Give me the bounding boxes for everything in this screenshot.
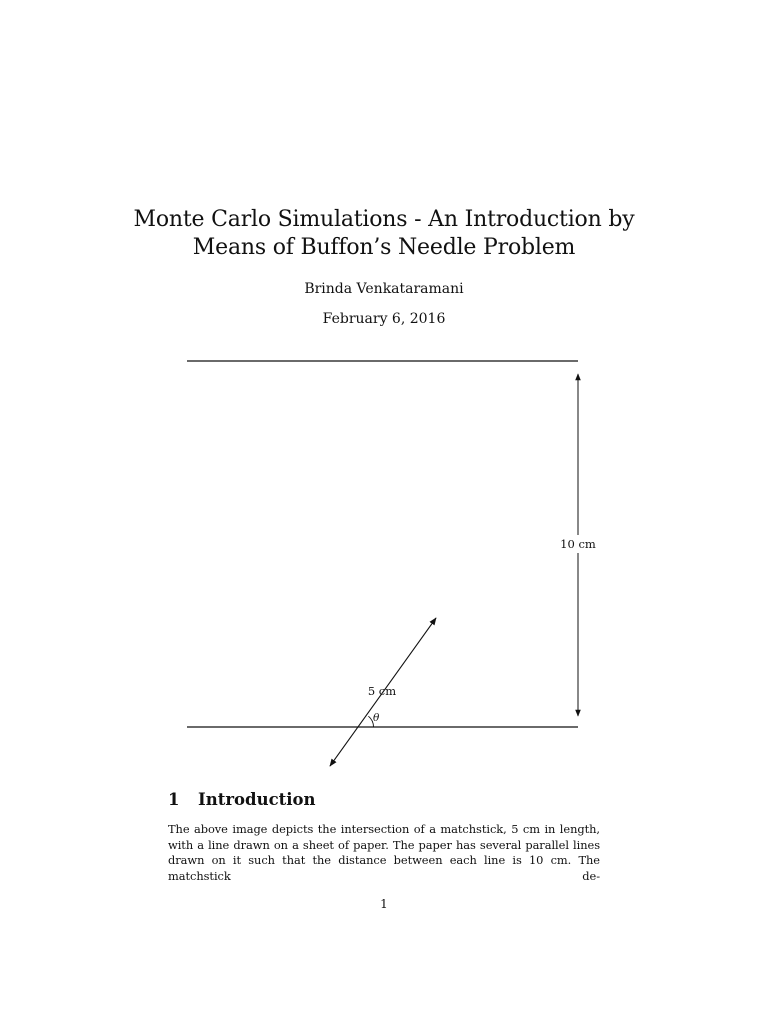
- paper-title-line-2: Means of Buffon’s Needle Problem: [192, 235, 576, 260]
- section-body-text: The above image depicts the intersection of a matchstick, 5 cm in length, with a line drawn on a sheet of paper. The paper has several parallel lines drawn on it such that the distance between each line is 10 cm. The matchstick de-: [168, 822, 600, 883]
- section-title: Introduction: [198, 790, 316, 809]
- page-number: 1: [380, 897, 388, 911]
- paper-title-line-1: Monte Carlo Simulations - An Introduction by: [133, 207, 635, 232]
- angle-label: θ: [373, 712, 380, 724]
- section-number: 1: [168, 790, 180, 809]
- author-name: Brinda Venkataramani: [304, 281, 464, 297]
- needle-label: 5 cm: [367, 684, 397, 698]
- publication-date: February 6, 2016: [322, 311, 446, 327]
- section-heading: [168, 790, 316, 809]
- distance-label: 10 cm: [560, 537, 596, 551]
